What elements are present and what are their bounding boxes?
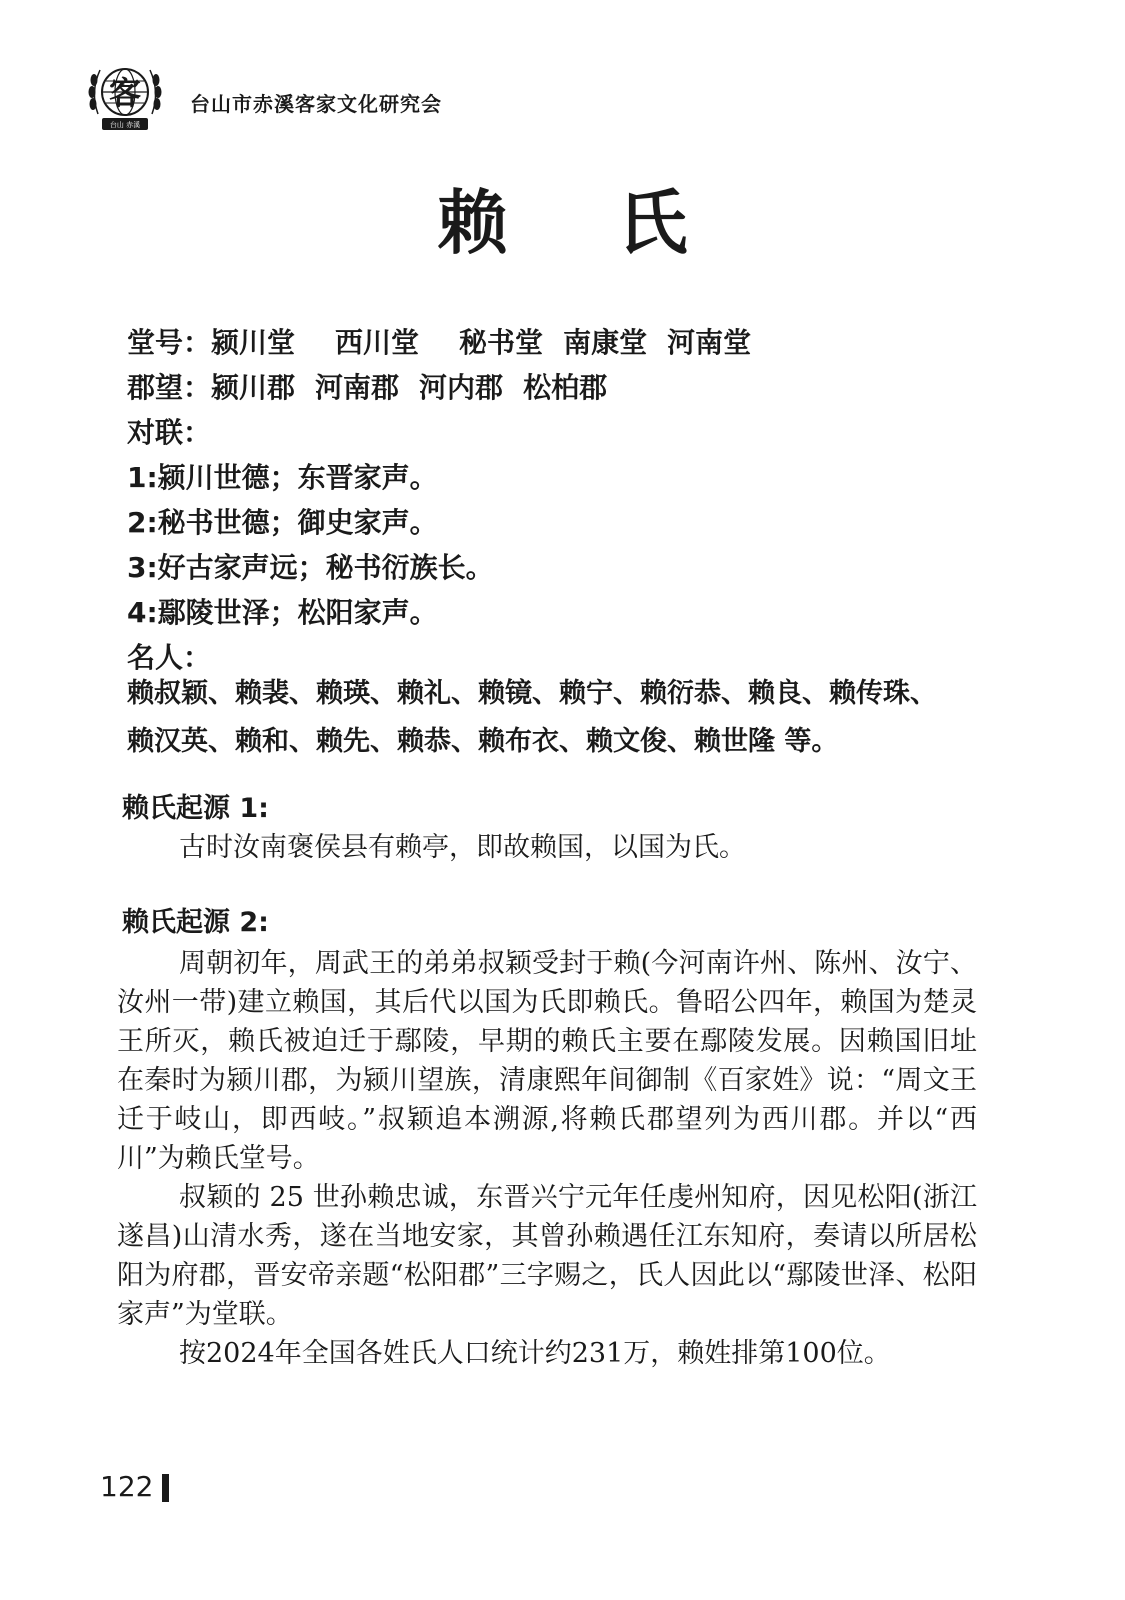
hall-name-item: 河南堂 [667,326,752,359]
commandery-item: 松柏郡 [523,371,608,404]
title-char-2: 氏 [617,181,688,264]
commandery-item: 颍川郡 [211,371,296,404]
origin-2-paragraph: 叔颖的 25 世孙赖忠诚，东晋兴宁元年任虔州知府，因见松阳(浙江遂昌)山清水秀，遂在当地安家，其曾孙赖遇任江东知府，奏请以所居松阳为府郡，晋安帝亲题“松阳郡”三字赐之，氏人因此以“鄢陵世泽、松阳家声”为堂联。 [117,1182,977,1330]
page-title [0,178,1125,268]
celebrities-list [127,670,1017,766]
origin-1-heading: 赖氏起源 1: [122,793,269,824]
commandery-item: 河南郡 [315,371,400,404]
commandery-row [127,365,1027,410]
origin-2-paragraph: 按2024年全国各姓氏人口统计约231万，赖姓排第100位。 [179,1338,891,1369]
celebrities-line: 赖汉英、赖和、赖先、赖恭、赖布衣、赖文俊、赖世隆 等。 [127,726,839,757]
title-char-1: 赖 [437,181,508,264]
couplet-item: 3:好古家声远；秘书衍族长。 [127,551,494,584]
org-name: 台山市赤溪客家文化研究会 [190,92,442,116]
hall-name-item: 秘书堂 [459,326,544,359]
origin-1-paragraph: 古时汝南褒侯县有赖亭，即故赖国，以国为氏。 [179,832,746,863]
hall-name-label: 堂号： [127,326,212,359]
origin-2-text [117,944,977,1373]
hall-name-item: 颍川堂 [211,326,296,359]
origin-2-paragraph: 周朝初年，周武王的弟弟叔颖受封于赖(今河南许州、陈州、汝宁、汝州一带)建立赖国，其后代以国为氏即赖氏。鲁昭公四年，赖国为楚灵王所灭，赖氏被迫迁于鄢陵，早期的赖氏主要在鄢陵发展。因赖国旧址在秦时为颍川郡，为颍川望族，清康熙年间御制《百家姓》说：“周文王迁于岐山，即西岐。”叔颖追本溯源,将赖氏郡望列为西川郡。并以“西川”为赖氏堂号。 [117,948,977,1174]
page-number: 122 [100,1470,154,1503]
couplet-item: 1:颍川世德；东晋家声。 [127,461,438,494]
couplet-item: 4:鄢陵世泽；松阳家声。 [127,596,438,629]
page-number-bar [162,1474,169,1502]
celebrities-label: 名人： [127,641,212,674]
couplet-item: 2:秘书世德；御史家声。 [127,506,438,539]
hall-name-item: 西川堂 [335,326,420,359]
celebrities-line: 赖叔颖、赖裴、赖瑛、赖礼、赖镜、赖宁、赖衍恭、赖良、赖传珠、 [127,678,937,709]
origin-1-text [117,828,977,867]
hall-name-row [127,320,1027,365]
origin-2-heading: 赖氏起源 2: [122,907,269,938]
commandery-label: 郡望： [127,371,212,404]
couplets-label: 对联： [127,416,212,449]
surname-info [127,320,1027,680]
hall-name-item: 南康堂 [563,326,648,359]
svg-text:客: 客 [108,74,142,112]
svg-text:台山 赤溪: 台山 赤溪 [109,121,141,129]
association-logo [84,52,166,140]
commandery-item: 河内郡 [419,371,504,404]
